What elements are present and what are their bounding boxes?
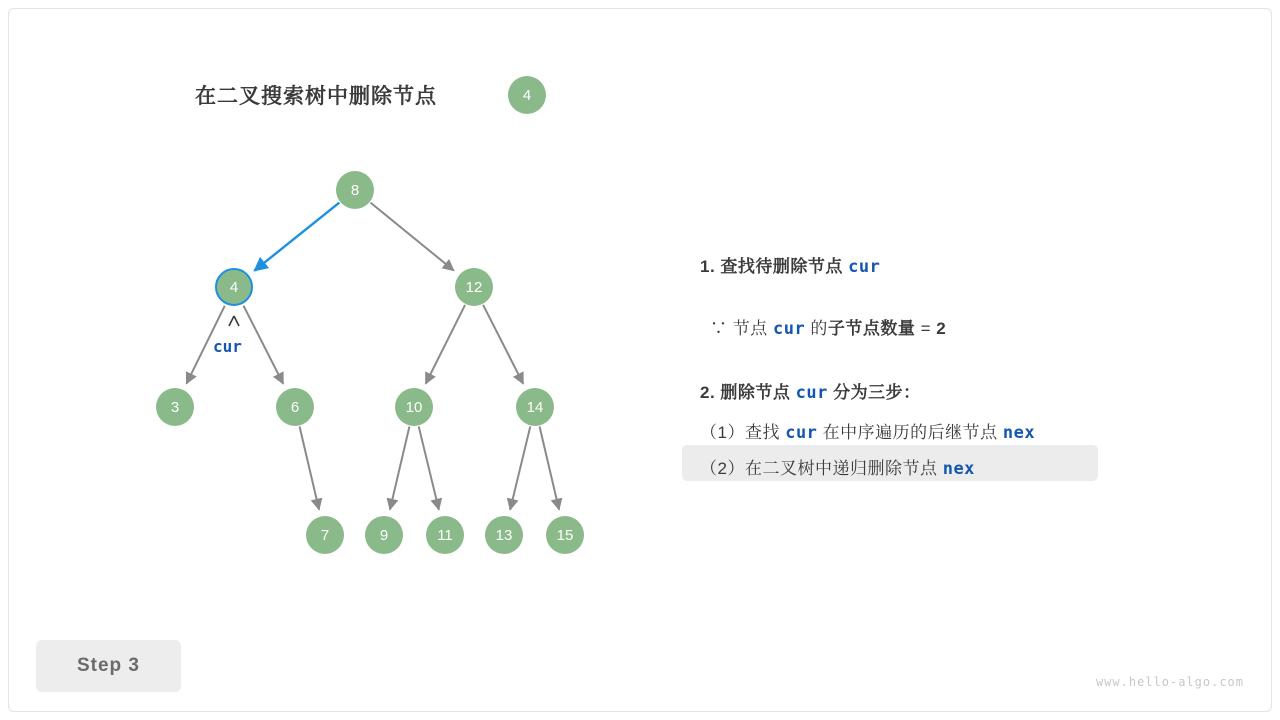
reason-text-a: 节点 [732, 319, 773, 338]
substep-1-line [700, 418, 1035, 443]
tree-node-6: 6 [276, 388, 314, 426]
substep-2-prefix: （2） [700, 459, 745, 478]
reason-text-c: = [915, 319, 937, 338]
tree-node-7: 7 [306, 516, 344, 554]
substep-1-prefix: （1） [700, 423, 745, 442]
tree-node-8: 8 [336, 171, 374, 209]
tree-edge-n10-n9 [390, 426, 410, 509]
watermark: www.hello-algo.com [1095, 675, 1244, 689]
substep-2-code-nex: nex [942, 459, 975, 479]
step-badge: Step 3 [36, 640, 181, 692]
substep-1-text-a: 查找 [744, 423, 786, 442]
substep-1-code-cur: cur [785, 423, 818, 443]
tree-edge-n6-n7 [300, 426, 320, 509]
step-2-line [700, 378, 921, 403]
substep-2-line [700, 454, 975, 479]
title-target-node: 4 [508, 76, 546, 114]
step-1-prefix: 1. [700, 257, 721, 276]
step-2-text-a: 删除节点 [720, 383, 796, 402]
substep-2-text-a: 在二叉树中递归删除节点 [744, 459, 943, 478]
tree-node-9: 9 [365, 516, 403, 554]
step-2-code: cur [795, 383, 828, 403]
step-1-text: 查找待删除节点 [720, 257, 849, 276]
step-2-text-b: 分为三步： [827, 383, 921, 402]
tree-node-12: 12 [455, 268, 493, 306]
tree-node-15: 15 [546, 516, 584, 554]
reason-symbol: ∵ [710, 319, 733, 338]
tree-edge-n4-n6 [243, 305, 283, 384]
tree-node-14: 14 [516, 388, 554, 426]
tree-edge-n12-n10 [426, 305, 465, 384]
tree-node-3: 3 [156, 388, 194, 426]
page-title: 在二叉搜索树中删除节点 [195, 85, 437, 108]
reason-code: cur [772, 319, 806, 339]
tree-edge-n8-n12 [371, 203, 454, 271]
step-1-line [700, 252, 880, 277]
tree-edge-n12-n14 [483, 305, 523, 384]
tree-edge-n14-n15 [540, 426, 560, 509]
substep-1-code-nex: nex [1002, 423, 1036, 443]
step-1-code: cur [848, 257, 881, 277]
reason-text-b: 的 [805, 319, 828, 338]
cur-pointer-label: cur [213, 337, 242, 356]
tree-edge-n14-n13 [510, 426, 530, 509]
reason-line [710, 314, 946, 339]
cur-pointer-caret [229, 316, 239, 326]
reason-bold: 子节点数量 [827, 319, 916, 338]
tree-node-10: 10 [395, 388, 433, 426]
step-2-prefix: 2. [700, 383, 721, 402]
tree-edges [0, 0, 700, 620]
tree-node-4: 4 [215, 268, 253, 306]
substep-1-text-b: 在中序遍历的后继节点 [817, 423, 1003, 442]
binary-search-tree [0, 0, 700, 620]
tree-node-13: 13 [485, 516, 523, 554]
tree-edge-n8-n4 [254, 203, 339, 271]
reason-value: 2 [936, 319, 947, 338]
tree-edge-n10-n11 [419, 426, 439, 509]
tree-node-11: 11 [426, 516, 464, 554]
